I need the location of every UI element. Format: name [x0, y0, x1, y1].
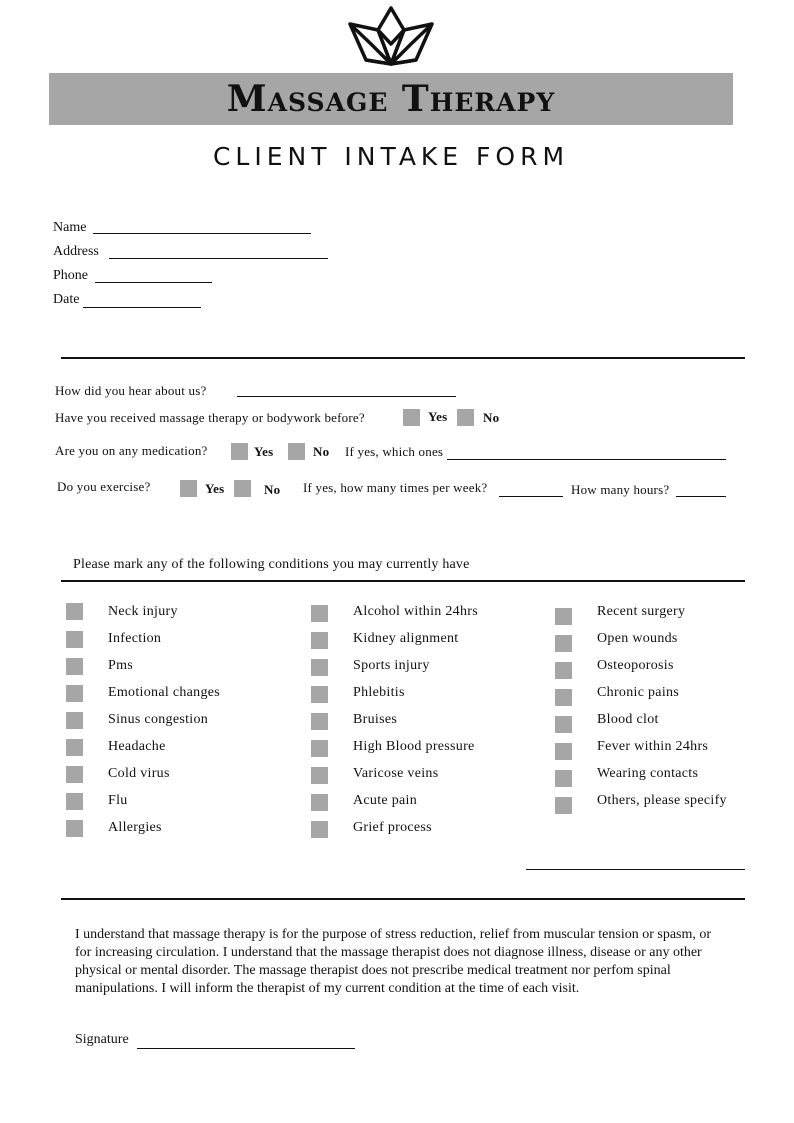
condition-label: High Blood pressure — [353, 739, 475, 754]
condition-label: Flu — [108, 793, 128, 808]
condition-checkbox[interactable] — [66, 631, 83, 648]
received-yes-checkbox[interactable] — [403, 409, 420, 426]
condition-label: Infection — [108, 631, 162, 646]
condition-checkbox[interactable] — [555, 608, 572, 625]
exercise-label: Do you exercise? — [57, 479, 151, 494]
condition-checkbox[interactable] — [311, 605, 328, 622]
condition-checkbox[interactable] — [311, 794, 328, 811]
condition-checkbox[interactable] — [555, 743, 572, 760]
received-before-label: Have you received massage therapy or bodywork before? — [55, 410, 365, 425]
condition-checkbox[interactable] — [555, 770, 572, 787]
condition-label: Blood clot — [597, 712, 659, 727]
medication-label: Are you on any medication? — [55, 443, 208, 458]
condition-checkbox[interactable] — [66, 603, 83, 620]
condition-label: Kidney alignment — [353, 631, 459, 646]
condition-checkbox[interactable] — [311, 659, 328, 676]
hear-about-label: How did you hear about us? — [55, 383, 207, 398]
condition-label: Phlebitis — [353, 685, 405, 700]
received-no-checkbox[interactable] — [457, 409, 474, 426]
condition-label: Grief process — [353, 820, 432, 835]
condition-label: Bruises — [353, 712, 398, 727]
exercise-times-label: If yes, how many times per week? — [303, 480, 488, 495]
condition-checkbox[interactable] — [311, 767, 328, 784]
condition-checkbox[interactable] — [66, 820, 83, 837]
condition-checkbox[interactable] — [555, 662, 572, 679]
condition-checkbox[interactable] — [311, 713, 328, 730]
condition-label: Acute pain — [353, 793, 418, 808]
hear-about-field[interactable] — [237, 396, 456, 397]
conditions-divider — [61, 580, 745, 582]
condition-checkbox[interactable] — [66, 739, 83, 756]
title-banner — [49, 73, 733, 125]
consent-statement: I understand that massage therapy is for the purpose of stress reduction, relief from muscular tension or spasm, or for increasing circulation. I understand that the massage therapist does not diagnose illness, disease or any other physical or mental disorder. The massage therapist does not prescribe medical treatment nor perfom spinal manipulations. I will inform the therapist of my current condition at the time of each visit. — [75, 927, 712, 996]
date-label: Date — [53, 292, 80, 307]
name-field[interactable] — [93, 233, 311, 234]
condition-label: Allergies — [108, 820, 162, 835]
address-label: Address — [53, 244, 99, 259]
medication-yes-label: Yes — [254, 444, 274, 459]
section-divider — [61, 357, 745, 359]
condition-label: Neck injury — [108, 604, 178, 619]
date-field[interactable] — [83, 307, 201, 308]
condition-checkbox[interactable] — [311, 740, 328, 757]
condition-label: Pms — [108, 658, 134, 673]
exercise-yes-checkbox[interactable] — [180, 480, 197, 497]
page-subtitle: CLIENT INTAKE FORM — [212, 142, 570, 171]
name-label: Name — [53, 220, 87, 235]
exercise-no-label: No — [264, 482, 281, 497]
phone-field[interactable] — [95, 282, 212, 283]
medication-yes-checkbox[interactable] — [231, 443, 248, 460]
condition-checkbox[interactable] — [311, 686, 328, 703]
condition-checkbox[interactable] — [555, 797, 572, 814]
condition-label: Varicose veins — [353, 766, 439, 781]
exercise-hours-label: How many hours? — [571, 482, 670, 497]
condition-checkbox[interactable] — [66, 685, 83, 702]
condition-checkbox[interactable] — [555, 716, 572, 733]
condition-label: Cold virus — [108, 766, 170, 781]
exercise-no-checkbox[interactable] — [234, 480, 251, 497]
phone-label: Phone — [53, 268, 88, 283]
address-field[interactable] — [109, 258, 328, 259]
medication-which-label: If yes, which ones — [345, 444, 444, 459]
received-no-label: No — [483, 410, 500, 425]
condition-label: Emotional changes — [108, 685, 221, 700]
condition-checkbox[interactable] — [311, 632, 328, 649]
medication-no-label: No — [313, 444, 330, 459]
condition-label: Chronic pains — [597, 685, 680, 700]
condition-label: Sports injury — [353, 658, 430, 673]
condition-checkbox[interactable] — [555, 689, 572, 706]
condition-label: Sinus congestion — [108, 712, 209, 727]
condition-label: Others, please specify — [597, 793, 727, 808]
conditions-heading: Please mark any of the following conditions you may currently have — [73, 557, 470, 572]
received-yes-label: Yes — [428, 409, 448, 424]
condition-label: Wearing contacts — [597, 766, 699, 781]
condition-label: Recent surgery — [597, 604, 686, 619]
condition-checkbox[interactable] — [66, 766, 83, 783]
others-specify-field[interactable] — [526, 869, 745, 870]
condition-label: Alcohol within 24hrs — [353, 604, 478, 619]
condition-label: Open wounds — [597, 631, 678, 646]
condition-checkbox[interactable] — [555, 635, 572, 652]
consent-divider — [61, 898, 745, 900]
condition-checkbox[interactable] — [66, 712, 83, 729]
condition-checkbox[interactable] — [311, 821, 328, 838]
page-title: Massage Therapy — [226, 78, 556, 120]
condition-checkbox[interactable] — [66, 658, 83, 675]
medication-no-checkbox[interactable] — [288, 443, 305, 460]
exercise-yes-label: Yes — [205, 481, 225, 496]
condition-label: Osteoporosis — [597, 658, 674, 673]
exercise-times-field[interactable] — [499, 496, 563, 497]
exercise-hours-field[interactable] — [676, 496, 726, 497]
condition-label: Headache — [108, 739, 166, 754]
condition-label: Fever within 24hrs — [597, 739, 709, 754]
lotus-crown-icon — [346, 4, 436, 68]
medication-which-field[interactable] — [447, 459, 726, 460]
signature-field[interactable] — [137, 1048, 355, 1049]
condition-checkbox[interactable] — [66, 793, 83, 810]
signature-label: Signature — [75, 1032, 129, 1047]
